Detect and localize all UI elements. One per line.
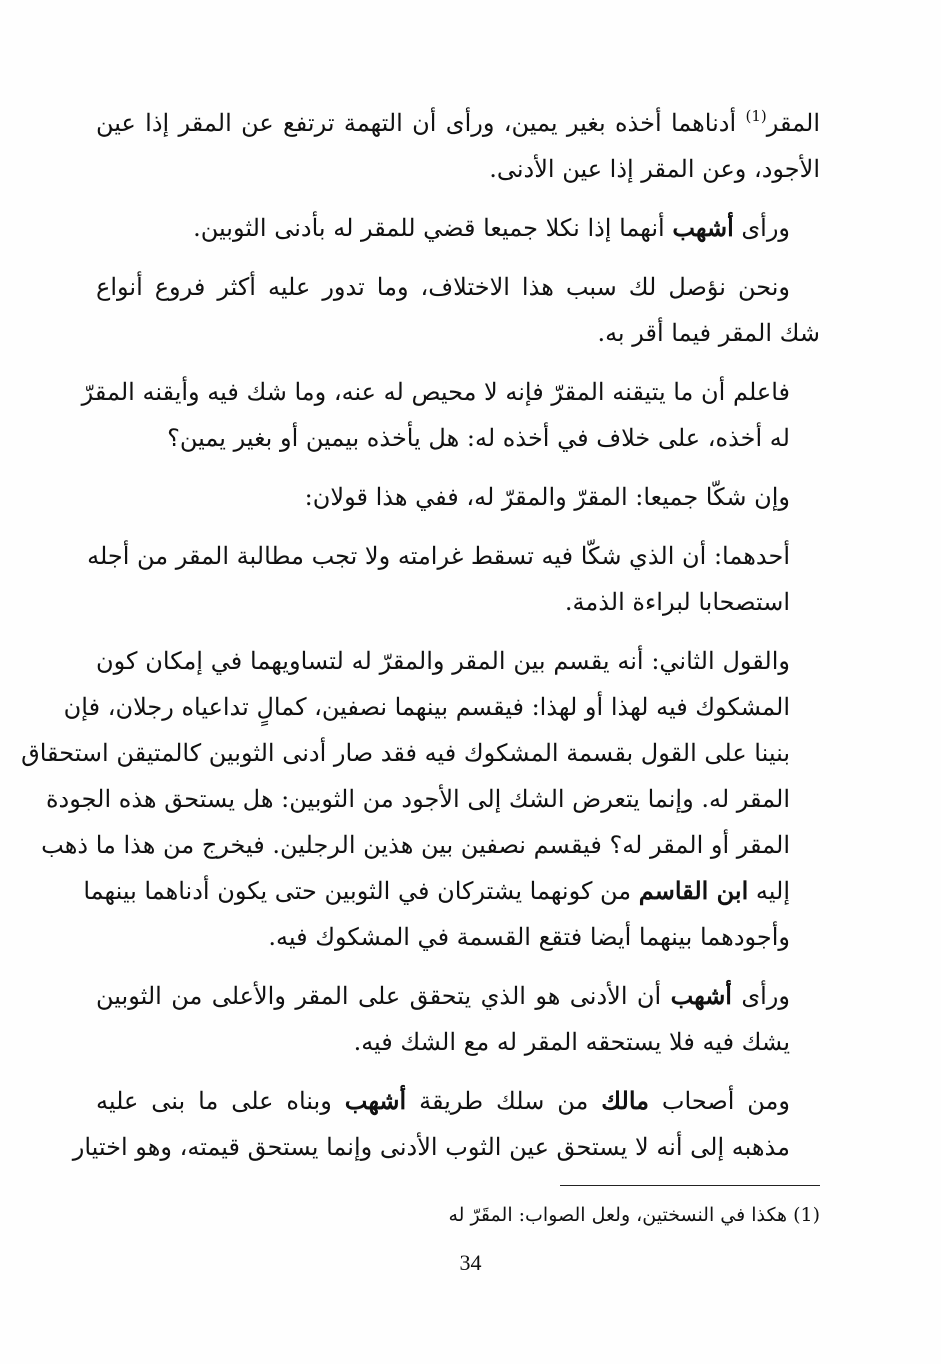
footnote-separator: [560, 1185, 820, 1186]
text-line: مذهبه إلى أنه لا يستحق عين الثوب الأدنى وإنما يستحق قيمته، وهو اختيار: [72, 1133, 790, 1161]
text-line: فاعلم أن ما يتيقنه المقرّ فإنه لا محيص له عنه، وما شك فيه وأيقنه المقرّ: [81, 378, 790, 406]
footnote-marker: (1): [793, 1204, 820, 1226]
name-ashhab: أشهب: [344, 1086, 407, 1115]
text-line: له أخذه، على خلاف في أخذه له: هل يأخذه بيمين أو بغير يمين؟: [167, 424, 790, 452]
text-line: المقر$^{(1)}$ أدناهما أخذه بغير يمين، ورأى أن التهمة ترتفع عن المقر إذا عين: [96, 107, 820, 137]
text-line: المشكوك فيه لهذا أو لهذا: فيقسم بينهما نصفين، كمالٍ تداعياه رجلان، فإن: [63, 693, 790, 721]
paragraph-9: [72, 1078, 820, 1170]
text-line: استصحابا لبراءة الذمة.: [564, 588, 790, 616]
text-line: شك المقر فيما أقر به.: [597, 319, 820, 347]
text-line: إليه ابن القاسم من كونهما يشتركان في الثوبين حتى يكون أدناهما بينهما: [83, 876, 790, 905]
text-line: ورأى أشهب أن الأدنى هو الذي يتحقق على المقر والأعلى من الثوبين: [96, 981, 790, 1010]
footnote-reference: (1): [745, 107, 767, 125]
text-line: أحدهما: أن الذي شكّا فيه تسقط غرامته ولا تجب مطالبة المقر من أجله: [87, 542, 790, 570]
text-line: والقول الثاني: أنه يقسم بين المقر والمقرّ له لتساويهما في إمكان كون: [96, 647, 791, 675]
paragraph-2: [96, 205, 820, 251]
paragraph-3: [96, 264, 820, 356]
text-line: وإن شكّا جميعا: المقرّ والمقرّ له، ففي هذا قولان:: [304, 483, 790, 511]
name-ashhab: أشهب: [670, 981, 732, 1010]
footnote-text: هكذا في النسختين، ولعل الصواب: المقَرّ له: [448, 1204, 788, 1226]
text-line: بنينا على القول بقسمة المشكوك فيه فقد صار أدنى الثوبين كالمتيقن استحقاق: [21, 739, 790, 767]
name-ibn-al-qasim: ابن القاسم: [638, 876, 749, 905]
text-line: المقر أو المقر له؟ فيقسم نصفين بين هذين الرجلين. فيخرج من هذا ما ذهب: [41, 831, 790, 859]
paragraph-8: [96, 973, 820, 1065]
text-line: الأجود، وعن المقر إذا عين الأدنى.: [489, 155, 820, 183]
name-ashhab: أشهب: [672, 213, 734, 242]
paragraph-7: [21, 638, 820, 960]
text-line: المقر له. وإنما يتعرض الشك إلى الأجود من الثوبين: هل يستحق هذه الجودة: [45, 785, 790, 813]
text-line: يشك فيه فلا يستحقه المقر له مع الشك فيه.: [353, 1028, 790, 1056]
paragraph-5: [96, 474, 820, 520]
page-number: 34: [459, 1250, 482, 1275]
body-text: [21, 100, 820, 1183]
text-line: ونحن نؤصل لك سبب هذا الاختلاف، وما تدور عليه أكثر فروع أنواع: [96, 273, 790, 301]
text-line: ومن أصحاب مالك من سلك طريقة أشهب وبناه على ما بنى عليه: [96, 1086, 791, 1115]
paragraph-4: [81, 369, 820, 461]
text-line: وأجودهما بينهما أيضا فتقع القسمة في المشكوك فيه.: [268, 923, 790, 951]
text-line: ورأى أشهب أنهما إذا نكلا جميعا قضي للمقر له بأدنى الثوبين.: [193, 213, 790, 242]
footnote: [448, 1200, 820, 1230]
name-malik: مالك: [601, 1086, 649, 1115]
paragraph-6: [87, 533, 820, 625]
paragraph-1: [96, 100, 820, 192]
